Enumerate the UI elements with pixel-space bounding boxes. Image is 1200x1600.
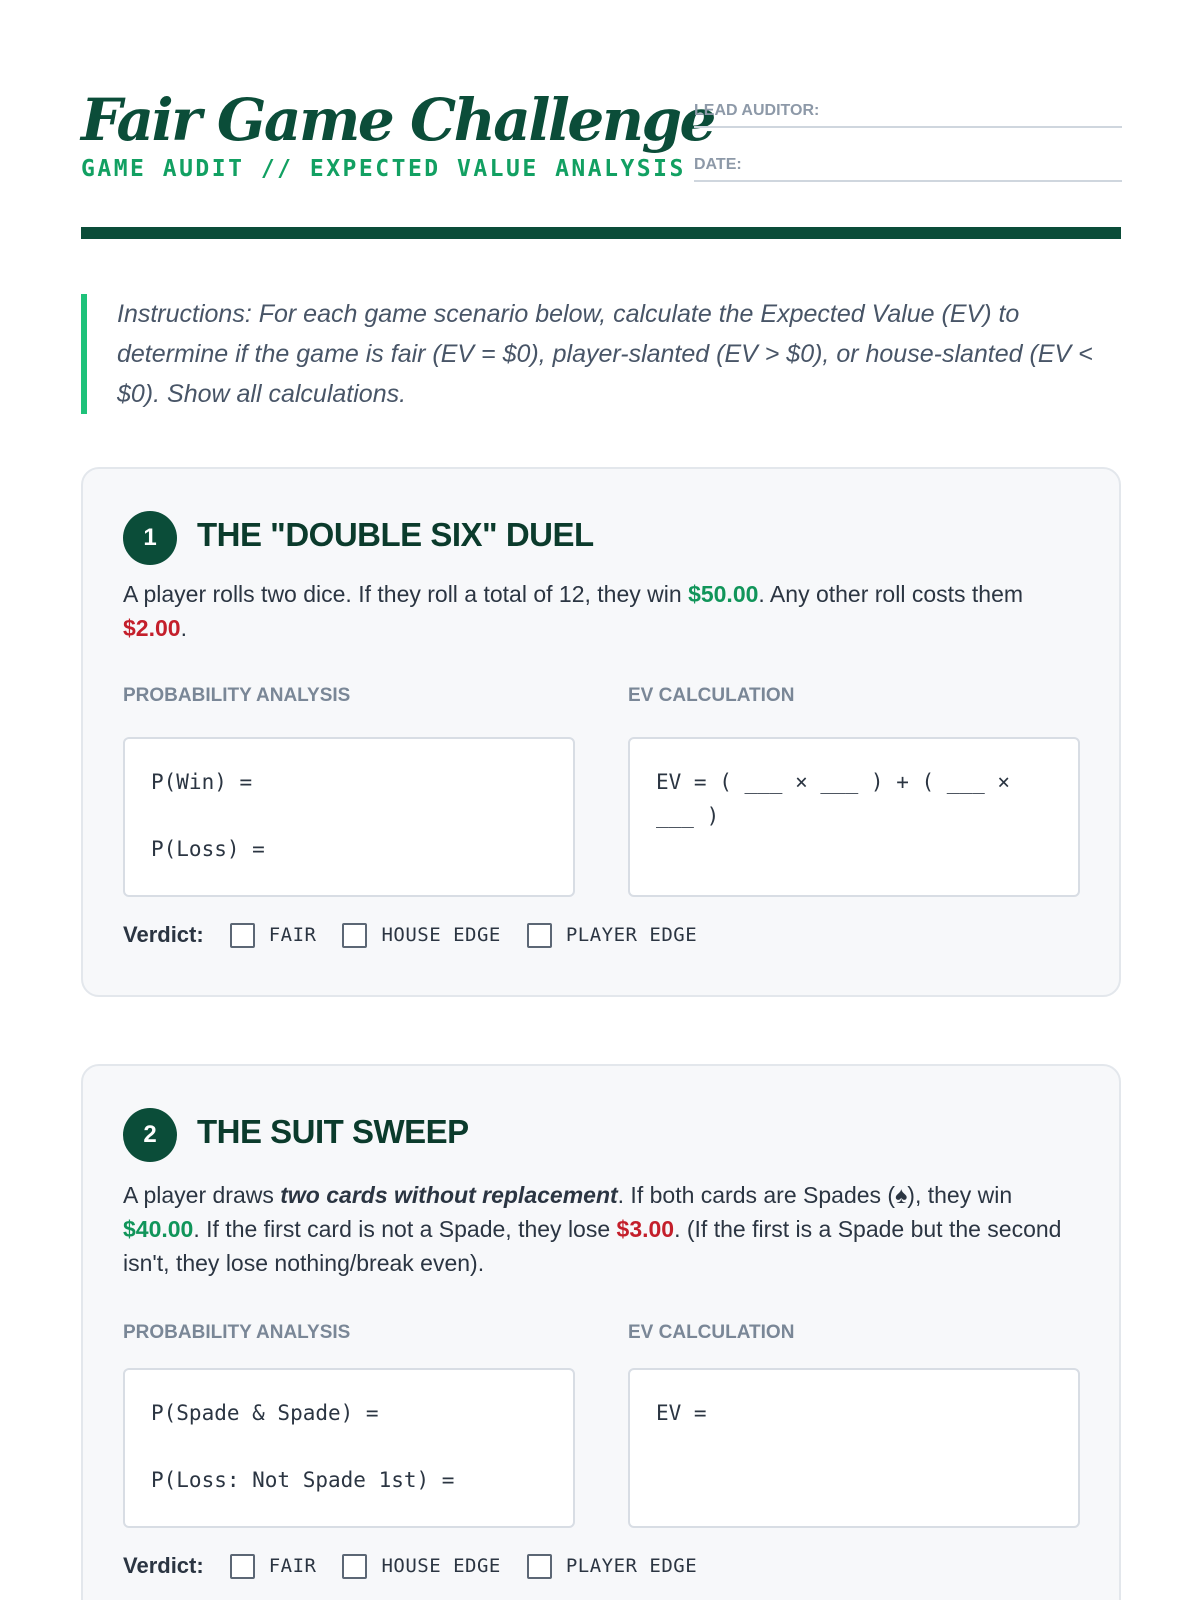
verdict-label: Verdict:: [123, 1553, 204, 1578]
scenario-card-2: [81, 1064, 1121, 1600]
ev-calculation-label: EV CALCULATION: [628, 685, 795, 706]
win-amount: $50.00: [688, 581, 759, 607]
option-label: HOUSE EDGE: [381, 924, 501, 946]
verdict-row: [123, 1551, 723, 1581]
loss-amount: $2.00: [123, 615, 181, 641]
ev-work-box[interactable]: [628, 1368, 1080, 1528]
date-field[interactable]: [694, 156, 1122, 182]
option-label: FAIR: [268, 1555, 317, 1577]
scenario-number-badge: 2: [123, 1108, 177, 1162]
desc-text: A player draws: [123, 1182, 281, 1208]
option-label: FAIR: [268, 924, 317, 946]
scenario-title: THE "DOUBLE SIX" DUEL: [197, 516, 594, 553]
header-divider: [81, 227, 1121, 239]
prob-line: P(Win) =: [151, 770, 253, 794]
prob-line: P(Loss) =: [151, 837, 265, 861]
ev-line: EV = ( ___ × ___ ) + ( ___ × ___ ): [656, 770, 1023, 828]
scenario-card-1: [81, 467, 1121, 997]
date-label: DATE:: [694, 156, 742, 173]
checkbox[interactable]: [230, 1554, 255, 1579]
verdict-row: [123, 920, 723, 950]
checkbox[interactable]: [527, 1554, 552, 1579]
worksheet-header: [81, 80, 1121, 250]
probability-analysis-label: PROBABILITY ANALYSIS: [123, 1322, 351, 1343]
lead-auditor-field[interactable]: [694, 102, 1122, 128]
desc-text: . (If the first is a Spade but the second isn't, they lose nothing/break even).: [123, 1216, 1062, 1276]
probability-work-box[interactable]: [123, 737, 575, 897]
page-title: Fair Game Challenge: [81, 86, 714, 154]
desc-text: . If both cards are Spades (♠), they win: [617, 1182, 1013, 1208]
lead-auditor-label: LEAD AUDITOR:: [694, 102, 820, 119]
verdict-option-house-edge[interactable]: [342, 1554, 500, 1579]
verdict-label: Verdict:: [123, 922, 204, 947]
checkbox[interactable]: [342, 923, 367, 948]
checkbox[interactable]: [342, 1554, 367, 1579]
verdict-option-house-edge[interactable]: [342, 923, 500, 948]
verdict-option-fair[interactable]: [230, 923, 317, 948]
scenario-description: [123, 1178, 1083, 1280]
verdict-option-fair[interactable]: [230, 1554, 317, 1579]
option-label: HOUSE EDGE: [381, 1555, 501, 1577]
instructions-block: [81, 294, 1121, 414]
desc-text: . Any other roll costs them: [758, 581, 1024, 607]
ev-calculation-label: EV CALCULATION: [628, 1322, 795, 1343]
desc-text: .: [180, 615, 187, 641]
prob-line: P(Loss: Not Spade 1st) =: [151, 1468, 455, 1492]
probability-analysis-label: PROBABILITY ANALYSIS: [123, 685, 351, 706]
desc-text: A player rolls two dice. If they roll a total of 12, they win: [123, 581, 689, 607]
instructions-text: Instructions: For each game scenario below, calculate the Expected Value (EV) to determine if the game is fair (EV = $0), player-slanted (EV > $0), or house-slanted (EV < $0). Show all calculations.: [117, 300, 1093, 408]
verdict-option-player-edge[interactable]: [527, 1554, 697, 1579]
scenario-number-badge: 1: [123, 511, 177, 565]
checkbox[interactable]: [230, 923, 255, 948]
loss-amount: $3.00: [616, 1216, 675, 1242]
scenario-description: [123, 577, 1083, 645]
scenario-title: THE SUIT SWEEP: [197, 1113, 469, 1150]
desc-text: . If the first card is not a Spade, they lose: [193, 1216, 617, 1242]
page-subtitle: GAME AUDIT // EXPECTED VALUE ANALYSIS: [81, 156, 686, 182]
ev-work-box[interactable]: [628, 737, 1080, 897]
probability-work-box[interactable]: [123, 1368, 575, 1528]
prob-line: P(Spade & Spade) =: [151, 1401, 379, 1425]
option-label: PLAYER EDGE: [565, 1555, 698, 1577]
verdict-option-player-edge[interactable]: [527, 923, 697, 948]
win-amount: $40.00: [123, 1216, 194, 1242]
emphasis-text: two cards without replacement: [280, 1182, 618, 1208]
checkbox[interactable]: [527, 923, 552, 948]
ev-line: EV =: [656, 1401, 707, 1425]
option-label: PLAYER EDGE: [565, 924, 698, 946]
